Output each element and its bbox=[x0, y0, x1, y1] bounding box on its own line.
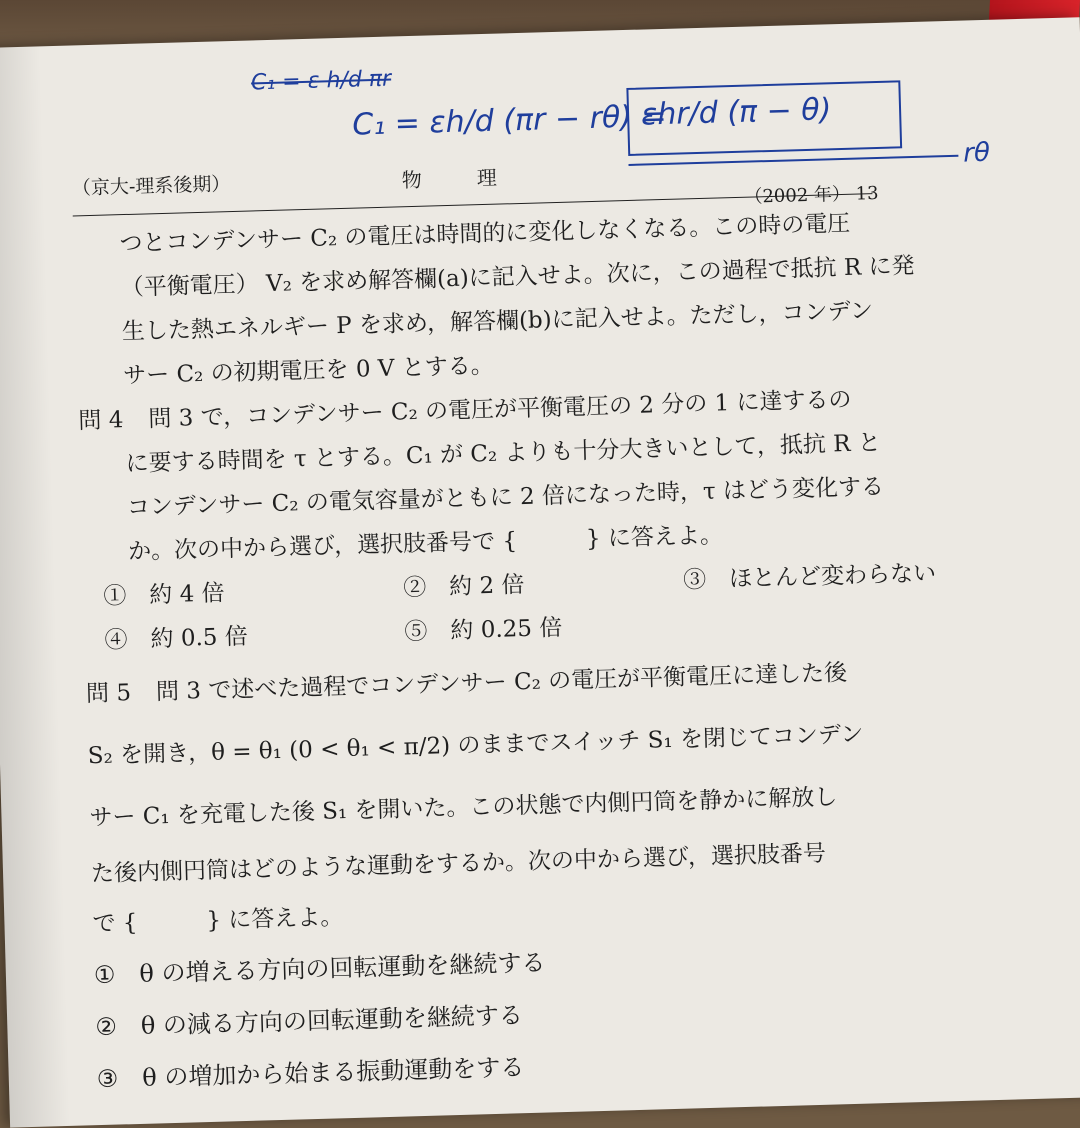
question-5-choice-1: ① θ の増える方向の回転運動を継続する bbox=[93, 948, 546, 990]
text-line: S₂ を開き，θ = θ₁ (0 < θ₁ < π/2) のままでスイッチ S₁ を閉じてコンデン bbox=[87, 721, 864, 770]
choice-2: ② 約 2 倍 bbox=[402, 572, 525, 602]
text-line: つとコンデンサー C₂ の電圧は時間的に変化しなくなる。この時の電圧 bbox=[119, 210, 851, 258]
text-line: た後内側円筒はどのような運動をするか。次の中から選び，選択肢番号 bbox=[90, 840, 827, 888]
handwritten-answer-box bbox=[626, 80, 902, 156]
question-5-label: 問 5 bbox=[85, 680, 132, 708]
text-line: （平衡電圧） V₂ を求め解答欄(a)に記入せよ。次に，この過程で抵抗 R に発 bbox=[120, 252, 915, 302]
question-5-choice-2: ② θ の減る方向の回転運動を継続する bbox=[94, 1001, 524, 1042]
text-line: サー C₁ を充電した後 S₁ を開いた。この状態で内側円筒を静かに解放し bbox=[89, 784, 838, 832]
handwritten-struck-line: C₁ = ε h/d πr bbox=[250, 66, 392, 96]
text-line: 問 3 で述べた過程でコンデンサー C₂ の電圧が平衡電圧に達した後 bbox=[155, 660, 848, 706]
book-page bbox=[0, 17, 1080, 1127]
year-page-number: （2002 年） 13 bbox=[744, 182, 879, 208]
handwritten-note: rθ bbox=[962, 137, 991, 169]
page-shadow bbox=[0, 46, 70, 1127]
text-line: 生した熱エネルギー P を求め，解答欄(b)に記入せよ。ただし，コンデン bbox=[121, 298, 874, 346]
choice-5: ⑤ 約 0.25 倍 bbox=[404, 614, 563, 646]
text-line: か。次の中から選び，選択肢番号で { } に答えよ。 bbox=[127, 522, 724, 566]
question-4-label: 問 4 bbox=[78, 407, 124, 435]
text-line: サー C₂ の初期電圧を 0 V とする。 bbox=[122, 352, 495, 390]
subject-title: 物理 bbox=[401, 164, 553, 193]
text-line: に要する時間を τ とする。C₁ が C₂ よりも十分大きいとして，抵抗 R と bbox=[125, 430, 882, 478]
question-5 bbox=[85, 639, 957, 1105]
choice-4: ④ 約 0.5 倍 bbox=[104, 623, 249, 654]
exam-source: （京大-理系後期） bbox=[71, 173, 231, 200]
question-5-choice-3: ③ θ の増加から始まる振動運動をする bbox=[96, 1053, 525, 1094]
problem-text bbox=[73, 199, 957, 1105]
handwritten-boxed-answer: εhr/d (π − θ) bbox=[640, 92, 832, 133]
choice-1: ① 約 4 倍 bbox=[103, 580, 225, 610]
choice-3: ③ ほとんど変わらない bbox=[682, 560, 937, 594]
text-line: 問 3 で，コンデンサー C₂ の電圧が平衡電圧の 2 分の 1 に達するの bbox=[148, 386, 852, 433]
text-line: コンデンサー C₂ の電気容量がともに 2 倍になった時，τ はどう変化する bbox=[126, 473, 885, 522]
handwritten-formula: C₁ = εh/d (πr − rθ) = bbox=[351, 98, 668, 143]
text-line: で { } に答えよ。 bbox=[92, 904, 344, 938]
